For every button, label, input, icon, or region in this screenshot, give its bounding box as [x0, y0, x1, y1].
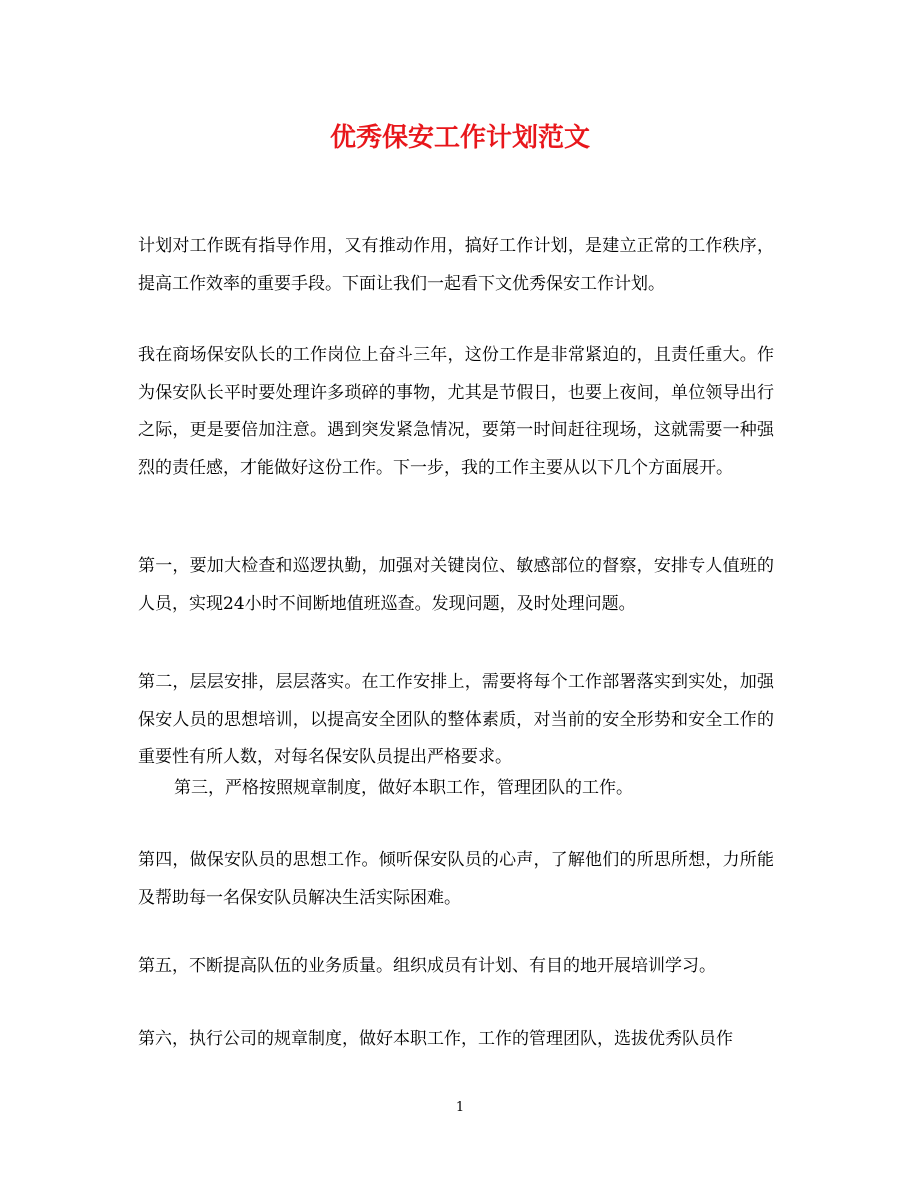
paragraph-background: 我在商场保安队长的工作岗位上奋斗三年，这份工作是非常紧迫的，且责任重大。作为保安队长平时要处理许多琐碎的事物，尤其是节假日，也要上夜间，单位领导出行之际，更是要倍加注意。遇到突发紧急情况，要第一时间赶往现场，这就需要一种强烈的责任感，才能做好这份工作。下一步，我的工作主要从以下几个方面展开。 [138, 345, 774, 478]
paragraph-item-4: 第四，做保安队员的思想工作。倾听保安队员的心声，了解他们的所思所想，力所能及帮助每一名保安队员解决生活实际困难。 [138, 850, 774, 908]
paragraph-item-1: 第一，要加大检查和巡逻执勤，加强对关键岗位、敏感部位的督察，安排专人值班的人员，实现24小时不间断地值班巡查。发现问题，及时处理问题。 [138, 556, 774, 614]
paragraph-item-3: 第三，严格按照规章制度，做好本职工作，管理团队的工作。 [174, 778, 633, 798]
paragraph-item-2: 第二，层层安排，层层落实。在工作安排上，需要将每个工作部署落实到实处，加强保安人员的思想培训，以提高安全团队的整体素质，对当前的安全形势和安全工作的重要性有所人数，对每名保安队员提出严格要求。 [138, 672, 774, 767]
document-title: 优秀保安工作计划范文 [329, 123, 590, 153]
paragraph-item-6: 第六，执行公司的规章制度，做好本职工作，工作的管理团队，选拔优秀队员作 [138, 1029, 733, 1049]
paragraph-intro: 计划对工作既有指导作用，又有推动作用，搞好工作计划，是建立正常的工作秩序，提高工作效率的重要手段。下面让我们一起看下文优秀保安工作计划。 [138, 236, 774, 294]
paragraph-item-5: 第五，不断提高队伍的业务质量。组织成员有计划、有目的地开展培训学习。 [138, 956, 716, 976]
page-number: 1 [455, 1100, 465, 1115]
